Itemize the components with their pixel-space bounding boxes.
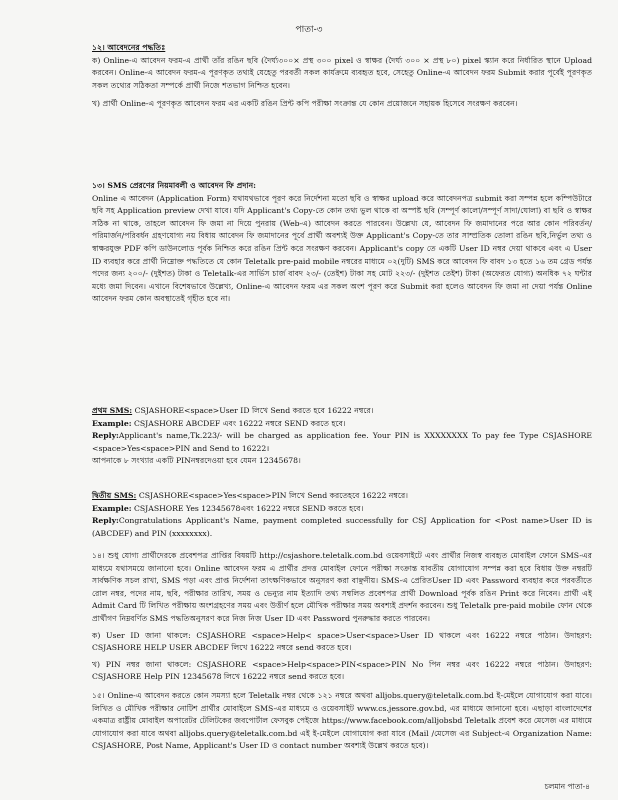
- footer-continued: চলমান পাতা-৪: [544, 782, 590, 791]
- section-12-ka: ক) Online-এ আবেদন ফরম-এ প্রার্থী তাঁর রঙিন ছবি (দৈর্ঘ্য৩০০× প্রস্থ ৩০০ pixel ও স্বাক্ষর (দৈর্ঘ্য ৩০০ × প্রস্থ ৮০) pixel স্ক্যান করে নির্ধারিত স্থানে Upload করবেন। Online-এ আবেদন ফরম-এ পূরণকৃত তথ্যই যেহেতু পরবর্তী সকল কার্যক্রমে ব্যবহৃত হবে, সেহেতু Online-এ আবেদন ফরম Submit করার পূর্বেই পূরণকৃত সকল তথ্যের সঠিকতা সম্পর্কে প্রার্থী নিজে শতভাগ নিশ্চিত হবেন।: [92, 55, 592, 90]
- first-sms-example-label: Example:: [92, 418, 132, 428]
- section-13: [92, 180, 592, 306]
- first-sms-note: আপনাকে ৮ সংখ্যার একটি PINনম্বরদেওয়া হবে যেমন 12345678।: [92, 456, 301, 466]
- second-sms-label: দ্বিতীয় SMS:: [92, 491, 137, 500]
- first-sms-label: প্রথম SMS:: [92, 406, 133, 415]
- section-14-ka: ক) User ID জানা থাকলে: CSJASHORE <space>Help< space>User<space>User ID থাকলে এবং 16222 নম্বরে পাঠান। উদাহরণ: CSJASHORE HELP USER ABCDEF লিখে 16222 নম্বরে send করতে হবে।: [92, 630, 592, 653]
- first-sms-reply-label: Reply:: [92, 431, 119, 441]
- section-12-kha: খ) প্রার্থী Online-এ পূরণকৃত আবেদন ফরম এর একটি রঙিন প্রিন্ট কপি পরীক্ষা সংক্রান্ত যে কোন প্রয়োজনে সহায়ক হিসেবে সংরক্ষণ করবেন।: [92, 99, 518, 109]
- second-sms-example: CSJASHORE Yes 12345678এবং 16222 নম্বরে SEND করতে হবে।: [131, 503, 364, 513]
- section-15: [92, 690, 592, 753]
- page-number: পাতা-৩: [295, 25, 323, 35]
- section-12: [92, 42, 592, 111]
- first-sms-example: CSJASHORE ABCDEF এবং 16222 নম্বরে SEND করতে হবে।: [131, 418, 346, 428]
- second-sms-block: [92, 490, 592, 540]
- second-sms-example-label: Example:: [92, 503, 132, 513]
- section-13-heading: ১৩। SMS প্রেরণের নিয়মাবলী ও আবেদন ফি প্রদান:: [92, 181, 257, 190]
- section-13-body: Online এ আবেদন (Application Form) যথাযথভাবে পূরণ করে নির্দেশনা মতো ছবি ও স্বাক্ষর upload করে আবেদনপত্র submit করা সম্পন্ন হলে কম্পিউটারে ছবি সহ Application preview দেখা যাবে। যদি Applicant's Copy-তে কোন তথ্য ভুল থাকে বা অস্পষ্ট ছবি (সম্পূর্ণ কালো/সম্পূর্ণ সাদা/ঘোলা) বা ছবি ও স্বাক্ষর সঠিক না থাকে, তাহলে আবেদন ফি জমা না দিয়ে পুনরায় (Web-এ) আবেদন করতে পারবেন। উল্লেখ্য যে, আবেদন ফি জমাদানের পরে আর কোন পরিবর্তন/পরিমার্জন/পরিবর্ধন গ্রহণযোগ্য নয় বিধায় আবেদন ফি জমাদানের পূর্বে প্রার্থী অবশ্যই উক্ত Applicant's Copy-তে তার সাম্প্রতিক তোলা রঙিন ছবি,নির্ভুল তথ্য ও স্বাক্ষরযুক্ত PDF কপি ডাউনলোড পূর্বক নিশ্চিত করে রঙিন প্রিন্ট করে সংরক্ষণ করবেন। Applicant's copy তে একটি User ID নম্বর দেয়া থাকবে এবং এ User ID ব্যবহার করে প্রার্থী নিম্নোক্ত পদ্ধতিতে যে কোন Teletalk pre-paid mobile নম্বরের মাধ্যমে ০২(দুটি) SMS করে আবেদন ফি বাবদ ১৩ হতে ১৬ তম গ্রেড পর্যন্ত পদের জন্য ২০০/- (দুইশত) টাকা ও Teletalk-এর সার্ভিস চার্জ বাবদ ২৩/- (তেইশ) টাকা সহ মোট ২২৩/- (দুইশত তেইশ) টাকা (অফেরত যোগ্য) অনধিক ৭২ ঘন্টার মধ্যে জমা দিবেন। এখানে বিশেষভাবে উল্লেখ্য, Online-এ আবেদন ফরম এর সকল অংশ পূরণ করে Submit করা হলেও আবেদন ফি জমা না দেয়া পর্যন্ত Online আবেদন ফরম কোন অবস্থাতেই গৃহীত হবে না।: [92, 193, 592, 304]
- second-sms-reply: Congratulations Applicant's Name, payment completed successfully for CSJ Application for <Post name>User ID is (ABCDEF) and PIN (xxxxxxxx).: [92, 516, 592, 538]
- section-15-body: ১৫। Online-এ আবেদন করতে কোন সমস্যা হলে Teletalk নম্বর থেকে ১২১ নম্বরে অথবা alljobs.query@teletalk.com.bd ই-মেইলে যোগাযোগ করা যাবে। লিখিত ও মৌখিক পরীক্ষার নোটিশ প্রার্থীর মোবাইলে SMS-এর মাধ্যমে ও ওয়েবসাইট www.cs.jessore.gov.bd, এর মাধ্যমে জানানো হবে। এছাড়া বাংলাদেশের একমাত্র রাষ্ট্রীয় মোবাইল অপারেটর টেলিটকের জবপোর্টাল ফেসবুক পেইজে https://www.facebook.com/alljobsbd Teletalk প্রবেশ করে মেসেজ এর মাধ্যমে যোগাযোগ করা যাবে অথবা alljobs.query@teletalk.com.bd এই ই-মেইলে যোগাযোগ করা যাবে (Mail /মেসেজ এর Subject-এ Organization Name: CSJASHORE, Post Name, Applicant's User ID ও contact number অবশ্যই উল্লেখ করতে হবে)।: [92, 691, 592, 751]
- section-12-heading: ১২। আবেদনের পদ্ধতিঃ: [92, 43, 166, 52]
- first-sms-reply: Applicant's name,Tk.223/- will be charged as application fee. Your PIN is XXXXXXXX To pay fee Type CSJASHORE <space>Yes<space>PIN and Send to 16222।: [92, 431, 592, 453]
- section-14-kha: খ) PIN নম্বর জানা থাকলে: CSJASHORE <space>Help<space>PIN<space>PIN No পিন নম্বর এবং 16222 নম্বরে পাঠান। উদাহরণ: CSJASHORE Help PIN 12345678 লিখে 16222 নম্বরে send করতে হবে।: [92, 659, 592, 682]
- section-14-body: ১৪। শুধু যোগ্য প্রার্থীদেরকে প্রবেশপত্র প্রাপ্তির বিষয়টি http://csjashore.teletalk.com.bd ওয়েবসাইটে এবং প্রার্থীর নিজস্ব ব্যবহৃত মোবাইল ফোনে SMS-এর মাধ্যমে যথাসময়ে জানানো হবে। Online আবেদন ফরম এ প্রার্থীর প্রদত্ত মোবাইল ফোনে পরীক্ষা সংক্রান্ত যাবতীয় যোগাযোগ সম্পন্ন করা হবে বিধায় উক্ত নম্বরটি সার্বক্ষণিক সচল রাখা, SMS পড়া এবং প্রাপ্ত নির্দেশনা তাৎক্ষণিকভাবে অনুসরণ করা বাঞ্ছনীয়। SMS-এ প্রেরিতUser ID এবং Password ব্যবহার করে পরবর্তীতে রোল নম্বর, পদের নাম, ছবি, পরীক্ষার তারিখ, সময় ও ভেন্যুর নাম ইত্যাদি তথ্য সম্বলিত প্রবেশপত্র প্রার্থী Download পূর্বক রঙিন Print করে নিবেন। প্রার্থী এই Admit Card টি লিখিত পরীক্ষায় অংশগ্রহণের সময় এবং উত্তীর্ণ হলে মৌখিক পরীক্ষার সময় অবশ্যই প্রদর্শন করবেন। শুধু Teletalk pre-paid mobile ফোন থেকে প্রার্থীগণ নিম্নবর্ণিত SMS পদ্ধতিঅনুসরণ করে নিজ নিজ User ID এবং Password পুনরুদ্ধার করতে পারবেন।: [92, 551, 592, 623]
- second-sms-reply-label: Reply:: [92, 516, 119, 526]
- section-14: [92, 550, 592, 684]
- first-sms-block: [92, 405, 592, 468]
- second-sms-text: CSJASHORE<space>Yes<space>PIN লিখে Send করতেহবে 16222 নম্বরে।: [136, 491, 408, 500]
- first-sms-text: CSJASHORE<space>User ID লিখে Send করতে হবে 16222 নম্বরে।: [132, 406, 374, 415]
